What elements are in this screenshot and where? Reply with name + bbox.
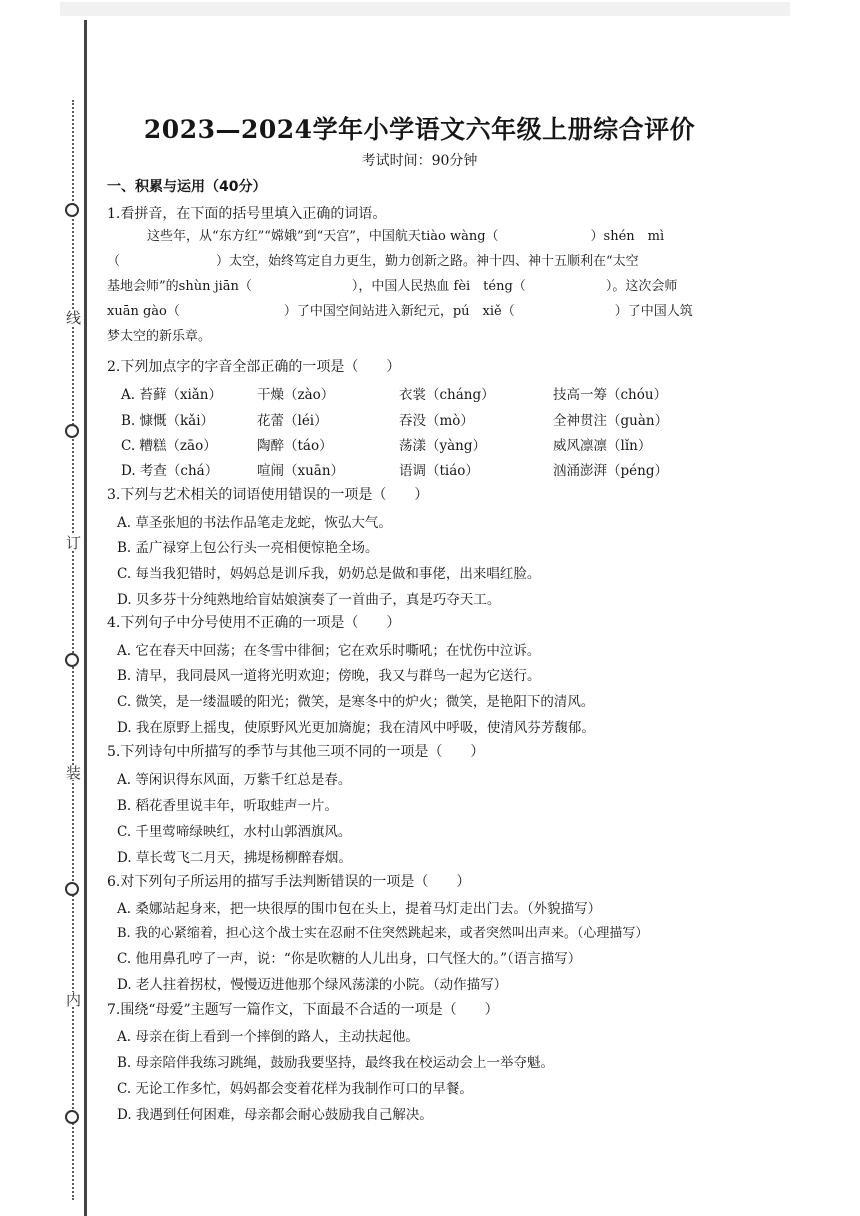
q3-option-a[interactable]: A. 草圣张旭的书法作品笔走龙蛇，恢弘大气。 — [117, 515, 392, 531]
passage-text: ）太空，始终笃定自力更生，勤力创新之路。神十四、神十五顺利在“太空 — [216, 254, 639, 269]
q6-option-c[interactable]: C. 他用鼻孔哼了一声，说：“你是吹糖的人儿出身，口气怪大的。”（语言描写） — [117, 951, 582, 967]
question-5-stem: 5.下列诗句中所描写的季节与其他三项不同的一项是（ ） — [107, 744, 485, 760]
section-heading: 一、积累与运用（40分） — [107, 179, 267, 195]
q7-option-b[interactable]: B. 母亲陪伴我练习跳绳，鼓励我要坚持，最终我在校运动会上一举夺魁。 — [117, 1055, 555, 1071]
passage-text: ）。这次会师 — [605, 279, 678, 294]
binding-hole — [65, 882, 79, 896]
q2-option-c-word2: 陶醉（táo） — [257, 438, 333, 454]
passage-text: 梦太空的新乐章。 — [107, 329, 212, 344]
passage-text: （ — [107, 254, 121, 269]
q3-option-c[interactable]: C. 每当我犯错时，妈妈总是训斥我，奶奶总是做和事佬，出来唱红脸。 — [117, 566, 541, 582]
question-4-stem: 4.下列句子中分号使用不正确的一项是（ ） — [107, 615, 401, 631]
binding-margin — [55, 20, 95, 1216]
q2-option-b-word3: 吞没（mò） — [399, 413, 474, 429]
passage-line — [107, 299, 732, 324]
q2-option-b-word2: 花蕾（léi） — [257, 413, 328, 429]
passage-text: 基地会师”的shùn jiān（ — [107, 279, 252, 294]
question-2-stem: 2.下列加点字的字音全部正确的一项是（ ） — [107, 359, 401, 375]
question-3-stem: 3.下列与艺术相关的词语使用错误的一项是（ ） — [107, 487, 429, 503]
binding-cut-mark: 订 — [64, 535, 82, 550]
passage-text: ）了中国空间站进入新纪元，pú xiě（ — [283, 304, 515, 319]
binding-rule — [84, 20, 87, 1216]
q7-option-c[interactable]: C. 无论工作多忙，妈妈都会变着花样为我制作可口的早餐。 — [117, 1081, 473, 1097]
q3-option-b[interactable]: B. 孟广禄穿上包公行头一亮相便惊艳全场。 — [117, 540, 379, 556]
q2-option-d-word2: 喧闹（xuān） — [257, 463, 345, 479]
q6-option-a[interactable]: A. 桑娜站起身来，把一块很厚的围巾包在头上，提着马灯走出门去。（外貌描写） — [117, 901, 602, 917]
q5-option-b[interactable]: B. 稻花香里说丰年，听取蛙声一片。 — [117, 798, 339, 814]
q6-option-d[interactable]: D. 老人拄着拐杖，慢慢迈进他那个绿风荡漾的小院。（动作描写） — [117, 977, 508, 993]
q3-option-d[interactable]: D. 贝多芬十分纯熟地给盲姑娘演奏了一首曲子，真是巧夺天工。 — [117, 592, 501, 608]
q7-option-d[interactable]: D. 我遇到任何困难，母亲都会耐心鼓励我自己解决。 — [117, 1107, 433, 1123]
passage-line — [107, 274, 732, 299]
question-1-passage — [107, 224, 732, 349]
q2-option-b-word1[interactable]: B. 慷慨（kǎi） — [121, 413, 215, 429]
q2-option-c-word1[interactable]: C. 糟糕（zāo） — [121, 438, 217, 454]
passage-text: xuān gào（ — [107, 304, 180, 319]
q2-option-d-word3: 语调（tiáo） — [399, 463, 479, 479]
binding-hole — [65, 203, 79, 217]
q2-option-a-word3: 衣裳（cháng） — [399, 387, 495, 403]
question-1-stem: 1.看拼音，在下面的括号里填入正确的词语。 — [107, 206, 387, 222]
passage-line — [107, 324, 732, 349]
passage-text: ）shén mì — [590, 229, 665, 244]
binding-hole — [65, 653, 79, 667]
q2-option-a-word2: 干燥（zào） — [257, 387, 335, 403]
q2-option-d-word4: 汹涌澎湃（péng） — [553, 463, 668, 479]
q6-option-b[interactable]: B. 我的心紧缩着，担心这个战士实在忍耐不住突然跳起来，或者突然叫出声来。（心理描写） — [117, 926, 649, 941]
exam-title: 2023—2024学年小学语文六年级上册综合评价 — [143, 115, 696, 144]
question-6-stem: 6.对下列句子所运用的描写手法判断错误的一项是（ ） — [107, 874, 471, 890]
q2-option-d-word1[interactable]: D. 考查（chá） — [121, 463, 219, 479]
q2-option-a-word1[interactable]: A. 苔藓（xiǎn） — [121, 387, 223, 403]
binding-dotted-line — [72, 100, 74, 1200]
q7-option-a[interactable]: A. 母亲在街上看到一个摔倒的路人，主动扶起他。 — [117, 1029, 419, 1045]
q4-option-c[interactable]: C. 微笑，是一缕温暖的阳光；微笑，是寒冬中的炉火；微笑，是艳阳下的清风。 — [117, 694, 595, 710]
q5-option-d[interactable]: D. 草长莺飞二月天，拂堤杨柳醉春烟。 — [117, 850, 352, 866]
exam-time: 考试时间：90分钟 — [361, 153, 478, 169]
binding-hole — [65, 424, 79, 438]
passage-text: 这些年，从“东方红”“嫦娥”到“天宫”，中国航天tiào wàng（ — [147, 229, 499, 244]
binding-hole — [65, 1110, 79, 1124]
passage-line — [107, 249, 732, 274]
passage-text: ）了中国人筑 — [614, 304, 693, 319]
binding-cut-mark: 装 — [64, 765, 82, 780]
q2-option-a-word4: 技高一筹（chóu） — [553, 387, 668, 403]
q4-option-d[interactable]: D. 我在原野上摇曳，使原野风光更加旖旎；我在清风中呼吸，使清风芬芳馥郁。 — [117, 720, 595, 736]
q5-option-a[interactable]: A. 等闲识得东风面，万紫千红总是春。 — [117, 772, 352, 788]
question-7-stem: 7.围绕“母爱”主题写一篇作文，下面最不合适的一项是（ ） — [107, 1002, 499, 1018]
binding-cut-mark: 线 — [64, 310, 82, 325]
passage-line — [107, 224, 732, 249]
scan-edge — [60, 2, 790, 16]
q5-option-c[interactable]: C. 千里莺啼绿映红，水村山郭酒旗风。 — [117, 824, 352, 840]
q2-option-c-word4: 威风凛凛（lǐn） — [553, 438, 652, 454]
q2-option-b-word4: 全神贯注（guàn） — [553, 413, 669, 429]
passage-text: ），中国人民热血 fèi téng（ — [351, 279, 526, 294]
binding-cut-mark: 内 — [64, 992, 82, 1007]
q4-option-a[interactable]: A. 它在春天中回荡；在冬雪中徘徊；它在欢乐时嘶吼；在忧伤中泣诉。 — [117, 643, 541, 659]
q4-option-b[interactable]: B. 清早，我同晨风一道将光明欢迎；傍晚，我又与群鸟一起为它送行。 — [117, 668, 541, 684]
q2-option-c-word3: 荡漾（yàng） — [399, 438, 487, 454]
